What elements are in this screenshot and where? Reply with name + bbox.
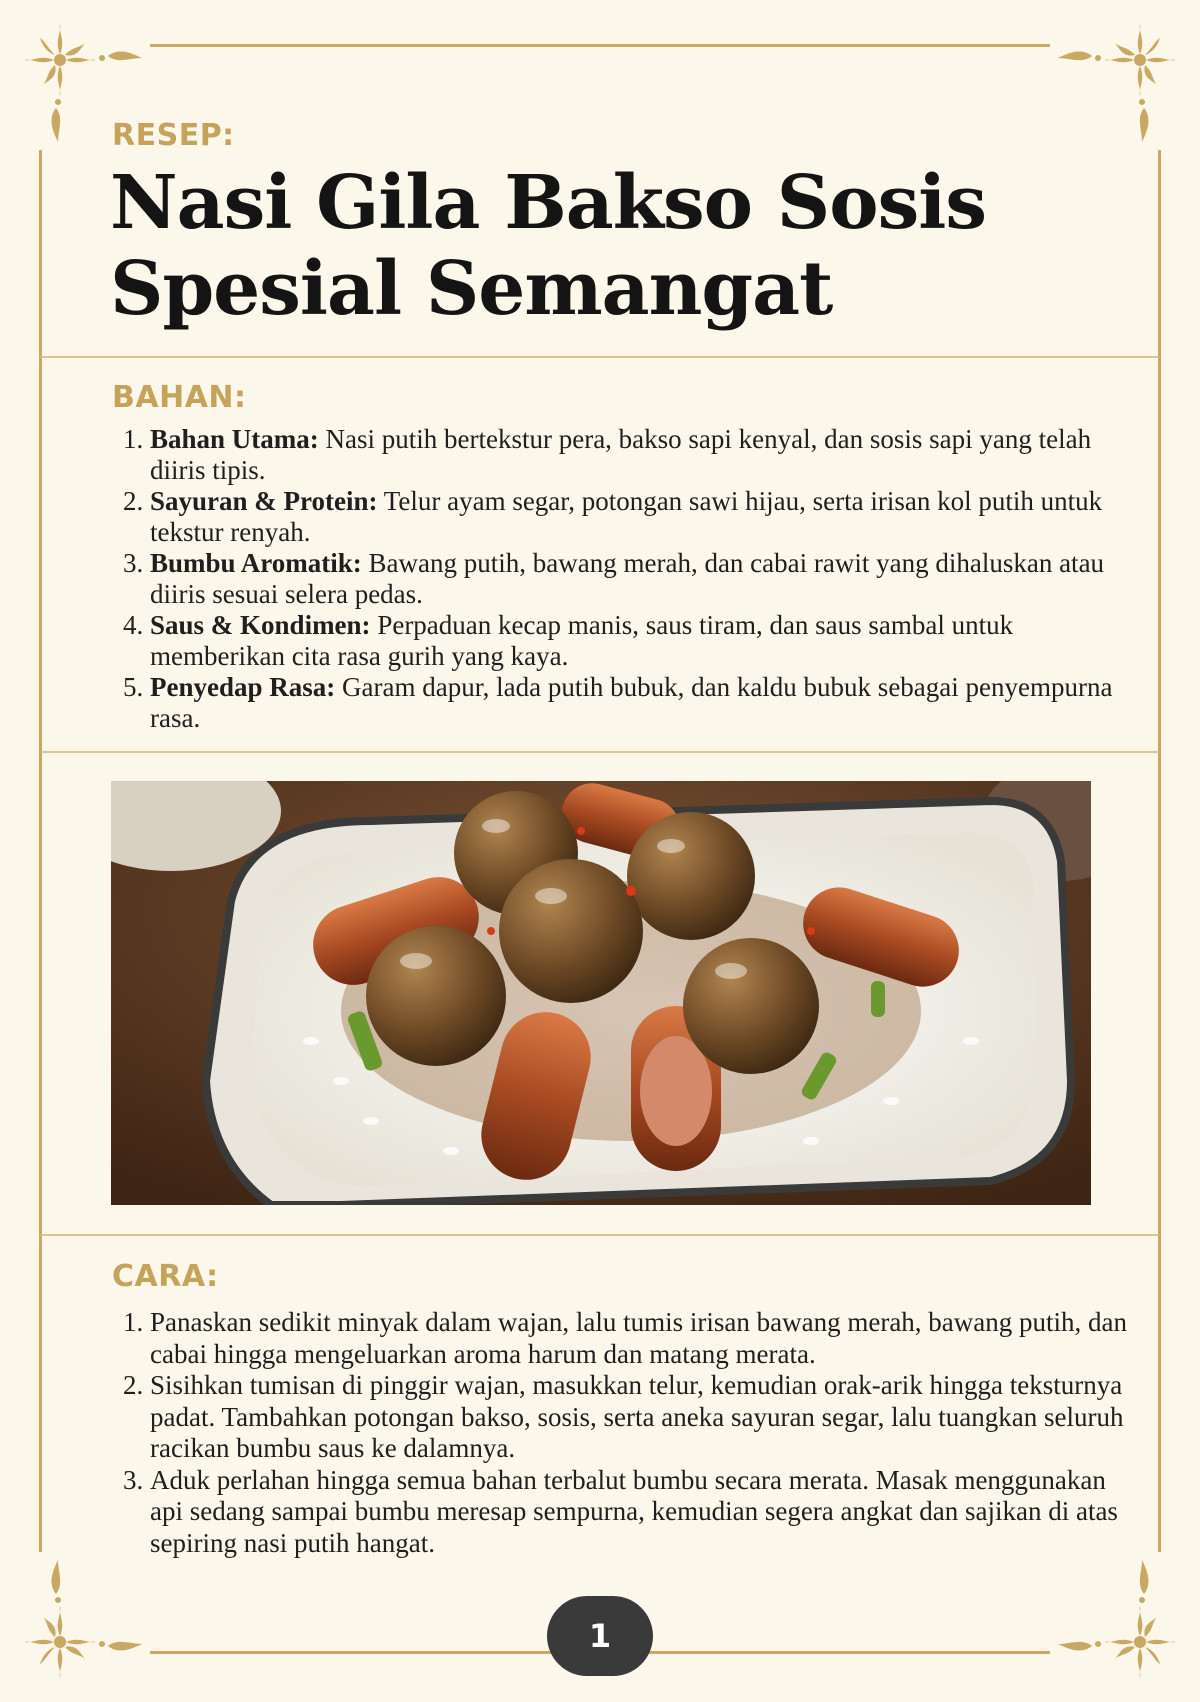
title-line-1: Nasi Gila Bakso Sosis xyxy=(110,160,987,246)
ingredient-term: Sayuran & Protein: xyxy=(150,486,378,516)
method-list xyxy=(112,1307,1135,1559)
title-line-2: Spesial Semangat xyxy=(110,246,833,332)
method-step: 2. Sisihkan tumisan di pinggir wajan, masukkan telur, kemudian orak-arik hingga teksturnya padat. Tambahkan potongan bakso, sosis, serta aneka sayuran segar, lalu tuangkan seluruh racikan bumbu saus ke dalamnya. xyxy=(150,1370,1135,1465)
ingredient-item xyxy=(150,424,1135,486)
ingredient-item xyxy=(150,610,1135,672)
ingredient-item xyxy=(150,486,1135,548)
recipe-label: RESEP: xyxy=(112,118,235,153)
floral-corner-icon xyxy=(1052,18,1182,148)
ingredient-term: Bumbu Aromatik: xyxy=(150,548,362,578)
ingredient-text: Nasi putih bertekstur pera, bakso sapi kenyal, dan sosis sapi yang telah diiris tipis. xyxy=(150,424,1092,485)
floral-corner-icon xyxy=(1052,1554,1182,1684)
ingredient-item xyxy=(150,672,1135,734)
floral-corner-icon xyxy=(18,1554,148,1684)
ingredient-term: Saus & Kondimen: xyxy=(150,610,371,640)
food-photo xyxy=(111,781,1091,1205)
frame-left-line xyxy=(39,150,42,1552)
ingredients-list xyxy=(112,424,1135,734)
frame-top-line xyxy=(150,44,1050,47)
ingredients-label: BAHAN: xyxy=(112,380,247,415)
ingredient-term: Bahan Utama: xyxy=(150,424,319,454)
section-divider xyxy=(41,751,1159,753)
method-label: CARA: xyxy=(112,1259,219,1294)
food-illustration xyxy=(111,781,1091,1205)
section-divider xyxy=(41,1234,1159,1236)
ingredient-text: Bawang putih, bawang merah, dan cabai rawit yang dihaluskan atau diiris sesuai selera pedas. xyxy=(150,548,1105,609)
page-title xyxy=(110,160,1090,332)
ingredient-text: Telur ayam segar, potongan sawi hijau, serta irisan kol putih untuk tekstur renyah. xyxy=(150,486,1103,547)
ingredient-item xyxy=(150,548,1135,610)
ingredient-text: Perpaduan kecap manis, saus tiram, dan saus sambal untuk memberikan cita rasa gurih yang kaya. xyxy=(150,610,1014,671)
page-number-badge[interactable]: 1 xyxy=(547,1596,653,1676)
frame-right-line xyxy=(1158,150,1161,1552)
ingredient-text: Garam dapur, lada putih bubuk, dan kaldu bubuk sebagai penyempurna rasa. xyxy=(150,672,1113,733)
section-divider xyxy=(41,356,1159,358)
method-step: 1. Panaskan sedikit minyak dalam wajan, lalu tumis irisan bawang merah, bawang putih, dan cabai hingga mengeluarkan aroma harum dan matang merata. xyxy=(150,1307,1135,1370)
ingredient-term: Penyedap Rasa: xyxy=(150,672,336,702)
method-step: 3. Aduk perlahan hingga semua bahan terbalut bumbu secara merata. Masak menggunakan api sedang sampai bumbu meresap sempurna, kemudian segera angkat dan sajikan di atas sepiring nasi putih hangat. xyxy=(150,1465,1135,1560)
